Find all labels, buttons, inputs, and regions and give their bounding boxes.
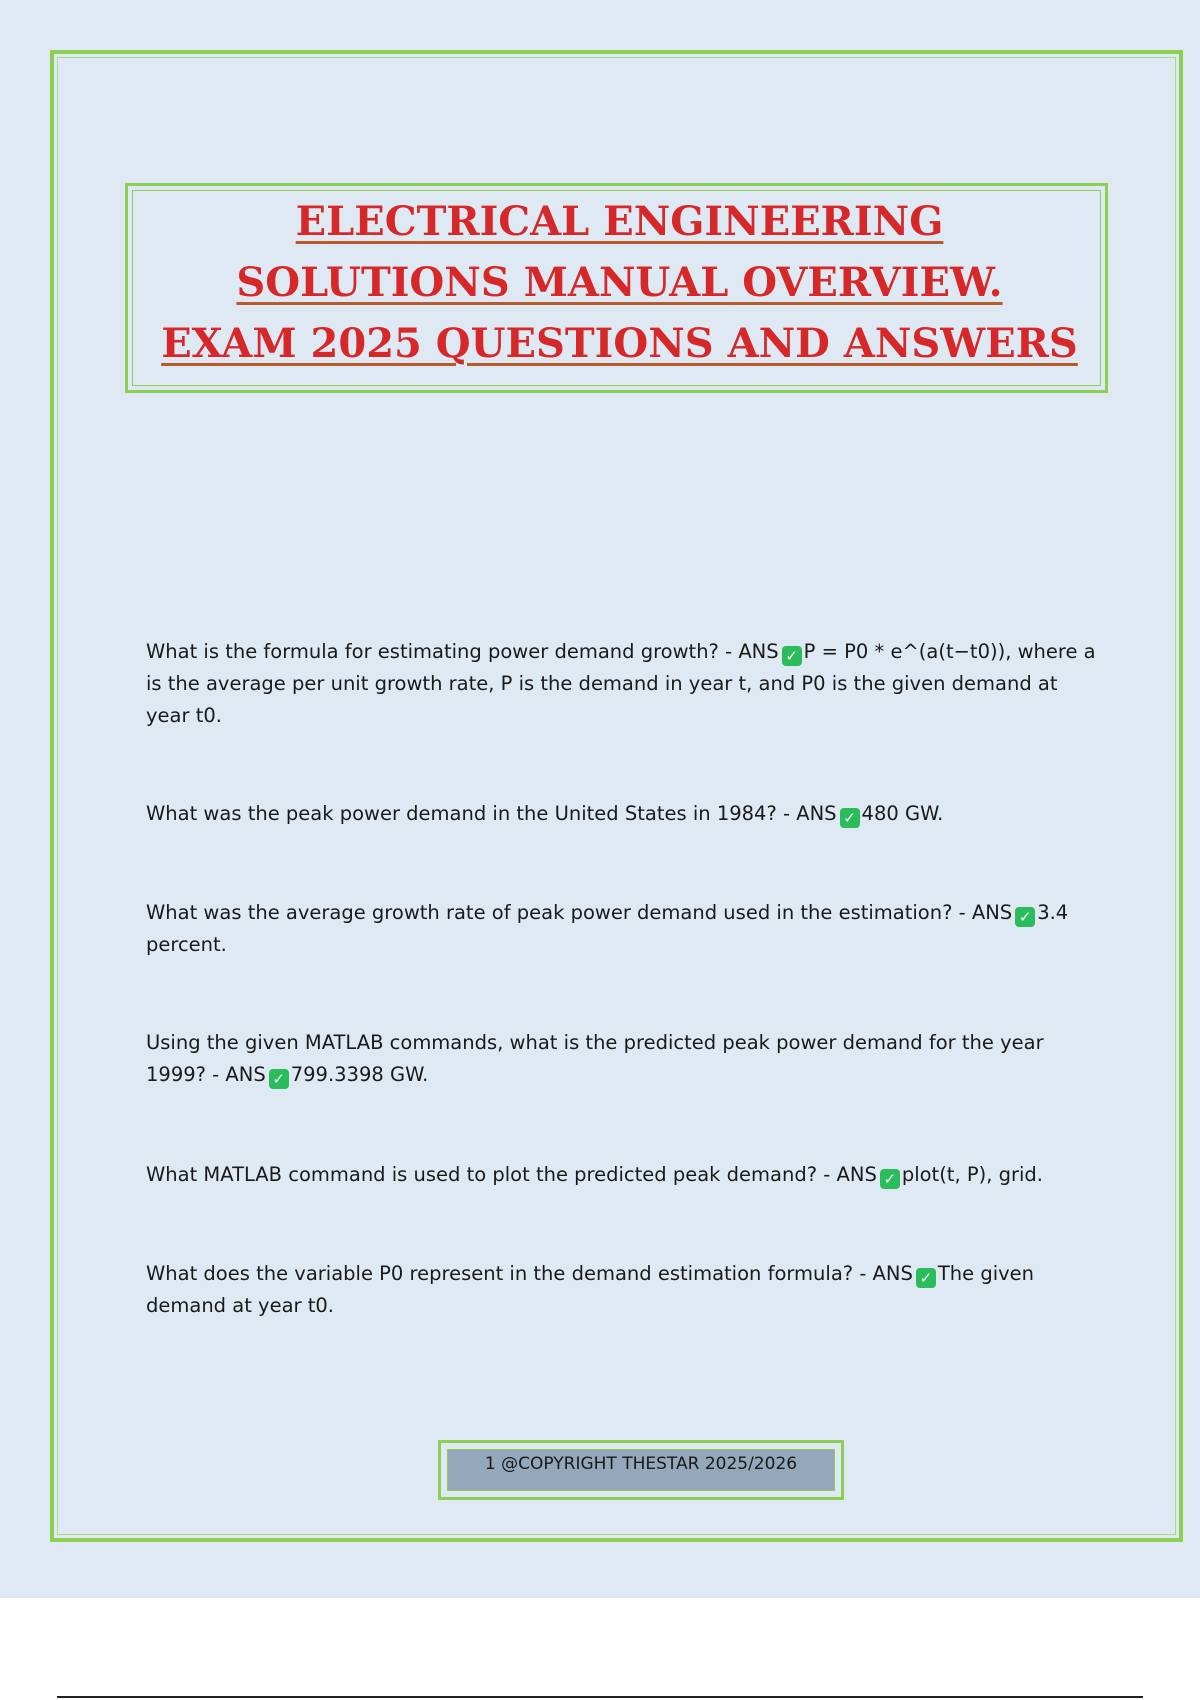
check-mark-icon: ✓ xyxy=(269,1069,289,1089)
question-text: What was the average growth rate of peak power demand used in the estimation? - ANS xyxy=(146,901,1013,924)
question-text: What MATLAB command is used to plot the predicted peak demand? - ANS xyxy=(146,1163,877,1186)
qa-item xyxy=(146,636,1096,732)
title-line-3: EXAM 2025 QUESTIONS AND ANSWERS xyxy=(161,320,1078,367)
check-mark-icon: ✓ xyxy=(840,808,860,828)
qa-item xyxy=(146,1027,1096,1091)
title-line-2: SOLUTIONS MANUAL OVERVIEW. xyxy=(236,259,1003,306)
answer-text: The given demand at year t0. xyxy=(146,1262,1035,1317)
answer-text: P = P0 * e^(a(t−t0)), where a is the average per unit growth rate, P is the demand in year t, and P0 is the given demand at year t0. xyxy=(146,640,1096,727)
title-box xyxy=(125,183,1108,393)
question-text: What was the peak power demand in the United States in 1984? - ANS xyxy=(146,802,837,825)
check-mark-icon: ✓ xyxy=(1015,907,1035,927)
qa-item xyxy=(146,1258,1096,1322)
question-text: Using the given MATLAB commands, what is the predicted peak power demand for the year 1999? - ANS xyxy=(146,1031,1044,1086)
bottom-divider xyxy=(57,1696,1143,1698)
qa-item xyxy=(146,1159,1096,1191)
check-mark-icon: ✓ xyxy=(916,1268,936,1288)
check-mark-icon: ✓ xyxy=(880,1169,900,1189)
answer-text: 799.3398 GW. xyxy=(290,1063,429,1086)
qa-item xyxy=(146,798,1096,830)
footer-copyright: 1 @COPYRIGHT THESTAR 2025/2026 xyxy=(484,1454,798,1474)
answer-text: 480 GW. xyxy=(861,802,944,825)
answer-text: 3.4 percent. xyxy=(146,901,1069,956)
answer-text: plot(t, P), grid. xyxy=(901,1163,1044,1186)
qa-item xyxy=(146,897,1096,961)
title-line-1: ELECTRICAL ENGINEERING xyxy=(295,198,944,245)
check-mark-icon: ✓ xyxy=(782,646,802,666)
question-text: What is the formula for estimating power demand growth? - ANS xyxy=(146,640,779,663)
footer-box xyxy=(438,1440,844,1500)
footer-panel xyxy=(447,1449,835,1491)
question-text: What does the variable P0 represent in the demand estimation formula? - ANS xyxy=(146,1262,913,1285)
